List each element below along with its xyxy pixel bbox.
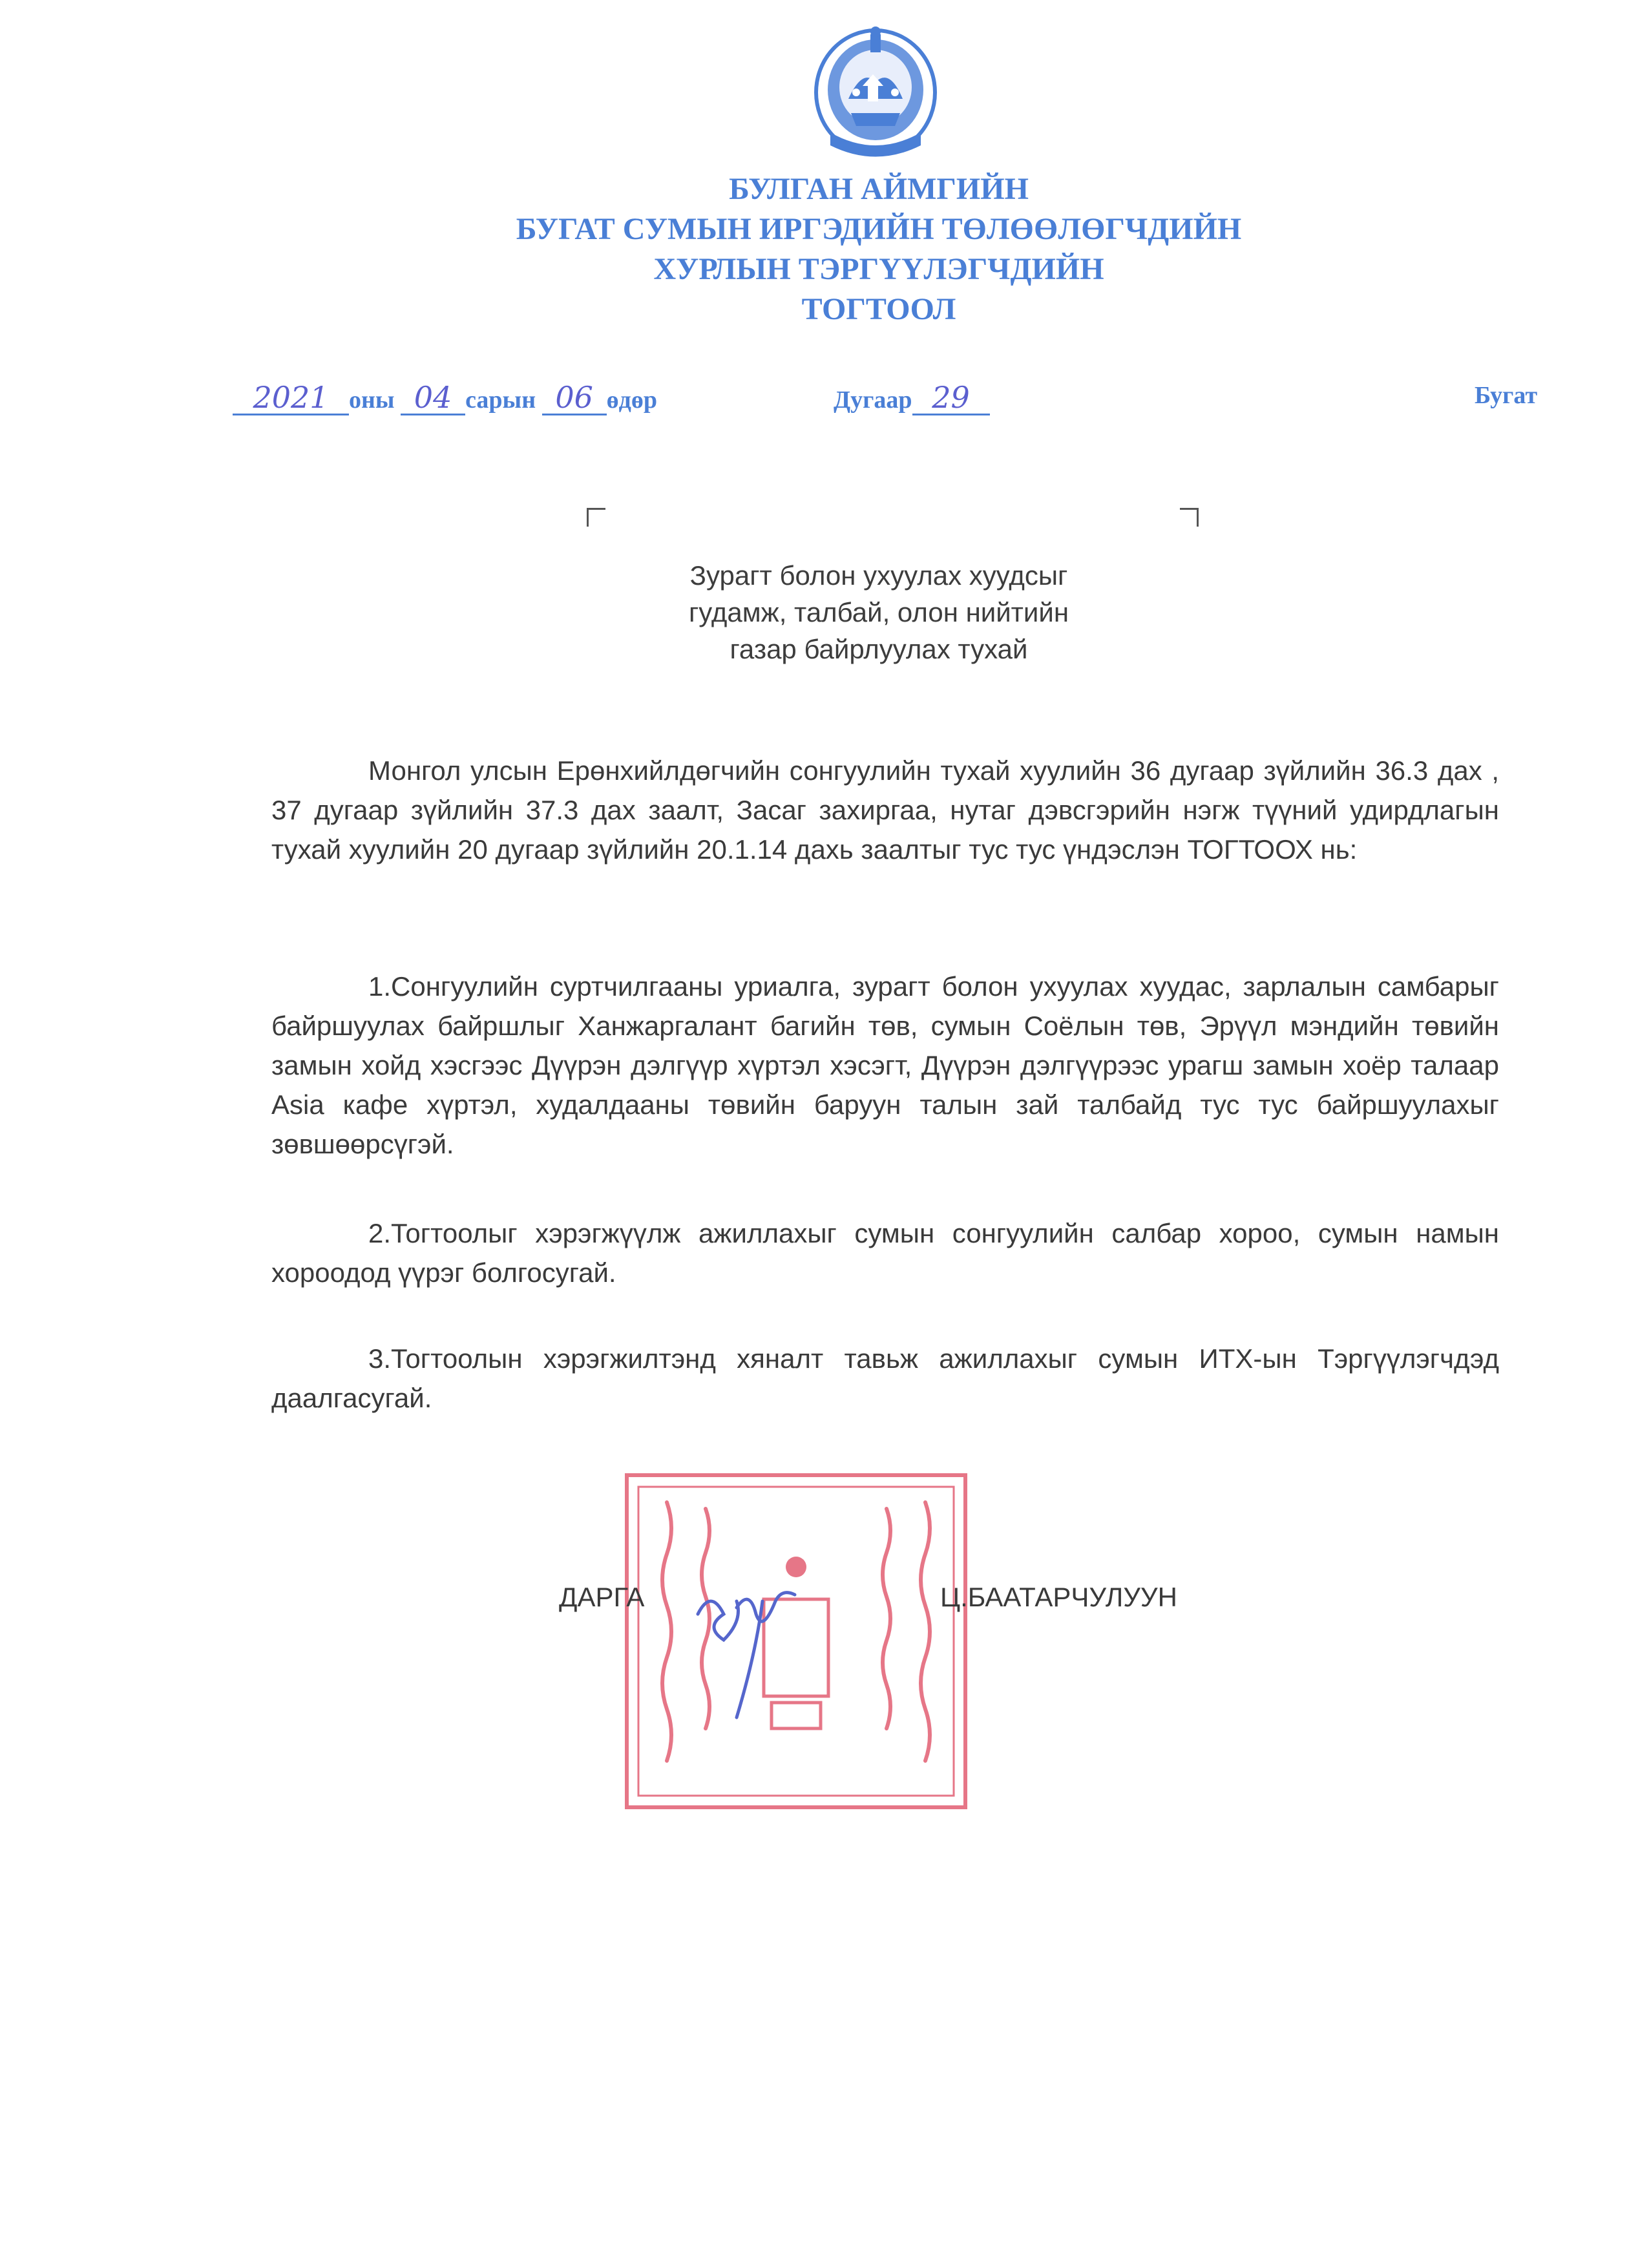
document-header xyxy=(388,169,1370,330)
body-item-2 xyxy=(271,1213,1499,1292)
date-month-suffix: сарын xyxy=(465,386,536,414)
subject-bracket-right xyxy=(1180,508,1199,527)
body-intro xyxy=(271,751,1499,869)
subject-line-2: гудамж, талбай, олон нийтийн xyxy=(688,597,1069,627)
subject-line-3: газар байрлуулах тухай xyxy=(730,634,1028,664)
header-line-2: БУГАТ СУМЫН ИРГЭДИЙН ТӨЛӨӨЛӨГЧДИЙН xyxy=(516,212,1242,246)
document-number xyxy=(834,381,990,415)
header-line-1: БУЛГАН АЙМГИЙН xyxy=(729,172,1029,206)
body-item-3 xyxy=(271,1339,1499,1418)
date-year: 2021 xyxy=(233,381,349,415)
state-emblem-icon xyxy=(811,23,940,158)
handwritten-signature-icon xyxy=(685,1575,814,1724)
body-item-1 xyxy=(271,967,1499,1164)
subject-line-1: Зурагт болон ухуулах хуудсыг xyxy=(689,560,1068,591)
document-place: Бугат xyxy=(1475,382,1538,409)
header-title: ТОГТООЛ xyxy=(801,292,956,326)
item-3-paragraph: 3.Тогтоолын хэрэгжилтэнд хяналт тавьж ажиллахыг сумын ИТХ-ын Тэргүүлэгчдэд даалгасугай. xyxy=(271,1343,1499,1413)
header-line-3: ХУРЛЫН ТЭРГҮҮЛЭГЧДИЙН xyxy=(653,252,1104,286)
number-value: 29 xyxy=(912,381,990,415)
date-month: 04 xyxy=(401,381,465,415)
date-year-suffix: оны xyxy=(349,386,395,414)
date-day: 06 xyxy=(542,381,607,415)
document-subject xyxy=(556,557,1202,667)
signatory-name: Ц.БААТАРЧУЛУУН xyxy=(940,1582,1177,1612)
item-1-paragraph: 1.Сонгуулийн суртчилгааны уриалга, зурагт болон ухуулах хуудас, зарлалын самбарыг байршуулах байршлыг Ханжаргалант багийн төв, сумын Соёлын төв, Эрүүл мэндийн төвийн замын хойд хэсгээс Дүүрэн дэлгүүр хүртэл хэсэгт, Дүүрэн дэлгүүрээс урагш замын хоёр талаар Asia кафе хүртэл, худалдааны төвийн баруун талын зай талбайд тус тус байршуулахыг зөвшөөрсүгэй. xyxy=(271,971,1499,1159)
subject-bracket-left xyxy=(587,508,605,527)
number-label: Дугаар xyxy=(834,386,912,414)
intro-paragraph: Монгол улсын Ерөнхийлдөгчийн сонгуулийн тухай хуулийн 36 дугаар зүйлийн 36.3 дах , 37 дугаар зүйлийн 37.3 дах заалт, Засаг захиргаа, нутаг дэвсгэрийн нэгж түүний удирдлагын тухай хуулийн 20 дугаар зүйлийн 20.1.14 дахь заалтыг тус тус үндэслэн ТОГТООХ нь: xyxy=(271,755,1499,865)
date-day-suffix: өдөр xyxy=(606,386,657,414)
signatory-title: ДАРГА xyxy=(559,1582,645,1612)
date-line xyxy=(233,381,657,415)
item-2-paragraph: 2.Тогтоолыг хэрэгжүүлж ажиллахыг сумын сонгуулийн салбар хороо, сумын намын хороодод үүрэг болгосугай. xyxy=(271,1218,1499,1288)
